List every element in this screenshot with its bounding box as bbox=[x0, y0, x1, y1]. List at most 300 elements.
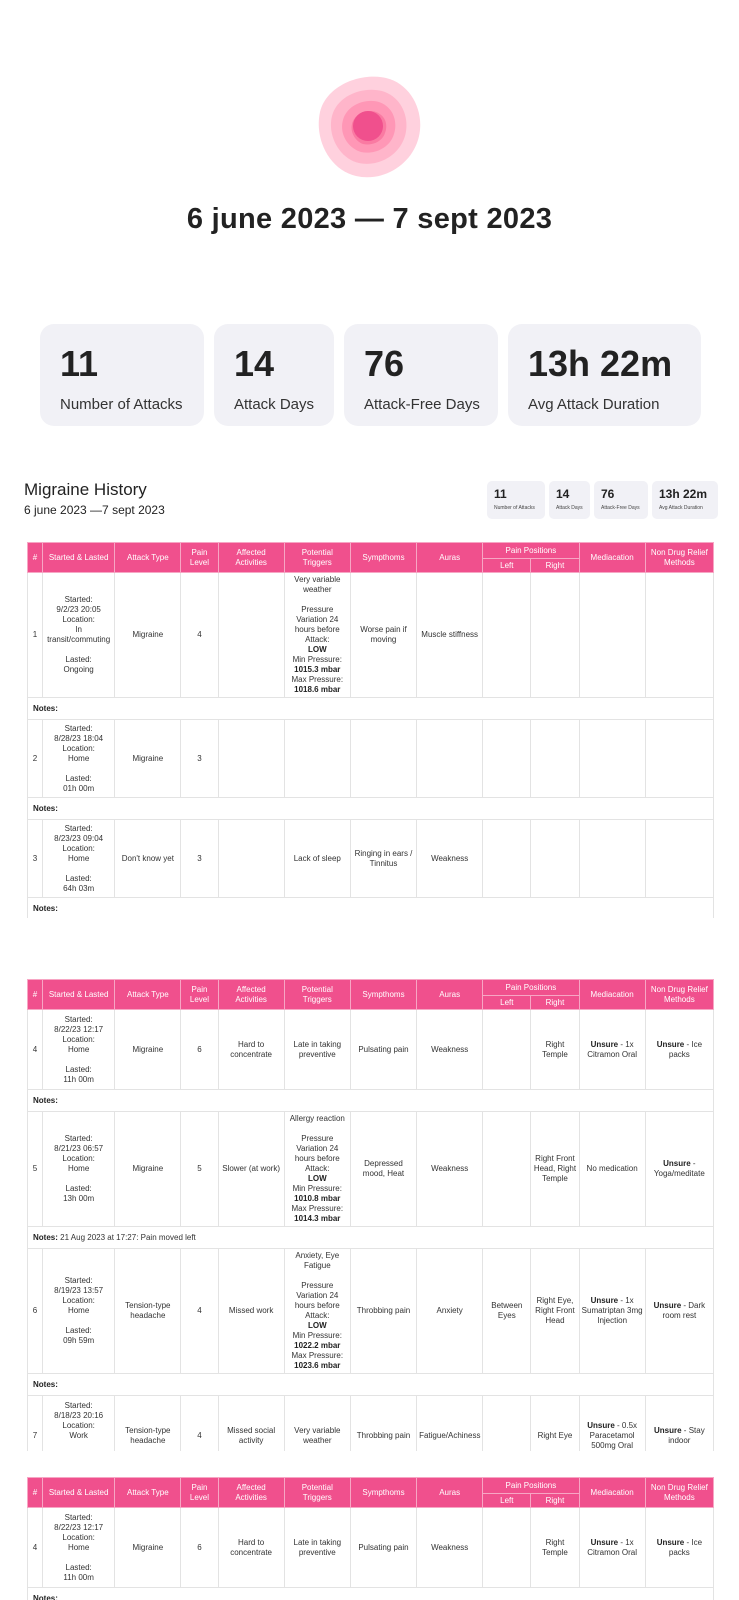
symptoms: Pulsating pain bbox=[350, 1010, 416, 1090]
cell-line: 8/19/23 13:57 bbox=[54, 1286, 104, 1295]
stat-card-attack-free-days bbox=[344, 324, 498, 426]
non-drug-method-status: Unsure bbox=[654, 1425, 682, 1435]
attack-type: Migraine bbox=[115, 720, 181, 798]
notes-label: Notes: bbox=[33, 1593, 58, 1600]
cell-line bbox=[45, 1316, 112, 1326]
stat-card-attack-days bbox=[214, 324, 334, 426]
non-drug-method bbox=[645, 1010, 713, 1090]
pain-position-left bbox=[483, 1396, 531, 1452]
pressure-max-value: 1023.6 mbar bbox=[294, 1361, 341, 1370]
cell-line: Pressure bbox=[301, 1134, 334, 1143]
started-lasted-cell bbox=[43, 1249, 115, 1374]
mini-stat-avg-duration bbox=[652, 481, 718, 519]
non-drug-method-status: Unsure bbox=[656, 1039, 685, 1049]
pressure-min-value: 1010.8 mbar bbox=[294, 1194, 341, 1203]
cell-line bbox=[287, 595, 348, 605]
cell-line: Lasted: bbox=[65, 655, 92, 664]
cell-line: 9/2/23 20:05 bbox=[56, 605, 101, 614]
notes-row bbox=[28, 1374, 714, 1396]
attack-row bbox=[28, 1010, 714, 1090]
attack-row bbox=[28, 1396, 714, 1452]
notes-row bbox=[28, 798, 714, 820]
medication-status: Unsure bbox=[587, 1420, 615, 1430]
attack-type: Migraine bbox=[115, 573, 181, 698]
cell-line: Lasted: bbox=[65, 1064, 92, 1074]
cell-line bbox=[45, 645, 112, 655]
pain-position-right: Right Eye, Right Front Head bbox=[531, 1249, 579, 1374]
cell-line: Lasted: bbox=[65, 773, 92, 783]
potential-triggers-cell bbox=[284, 1010, 350, 1090]
non-drug-method bbox=[645, 1112, 713, 1227]
attack-type: Tension-type headache bbox=[115, 1249, 181, 1374]
medication-status: Unsure bbox=[590, 1537, 619, 1547]
cell-line: Home bbox=[67, 853, 90, 863]
cell-line: 11h 00m bbox=[63, 1572, 94, 1582]
mini-stat-value: 13h 22m bbox=[659, 487, 708, 501]
non-drug-method bbox=[645, 720, 713, 798]
mini-stat-value: 14 bbox=[556, 487, 570, 501]
cell-line bbox=[287, 1124, 348, 1134]
symptoms: Pulsating pain bbox=[350, 1508, 416, 1588]
cell-line: Started: bbox=[64, 1014, 93, 1024]
col-pain-positions: Pain Positions bbox=[483, 980, 579, 996]
medication-detail: - 0.5x Paracetamol 500mg Oral bbox=[589, 1420, 638, 1450]
cell-line: Very variable bbox=[294, 575, 341, 584]
cell-line: transit/commuting bbox=[47, 635, 111, 644]
mini-stat-attack-free-days bbox=[594, 481, 648, 519]
col-pain-left: Left bbox=[483, 559, 531, 573]
cell-line: Started: bbox=[64, 595, 93, 604]
cell-line: 01h 00m bbox=[63, 783, 95, 793]
cell-line: 13h 00m bbox=[63, 1194, 95, 1203]
medication bbox=[579, 720, 645, 798]
cell-line: Lasted: bbox=[65, 1326, 92, 1335]
affected-activities: Hard to concentrate bbox=[218, 1508, 284, 1588]
history-table bbox=[27, 1477, 714, 1600]
pressure-max-value: 1018.6 mbar bbox=[294, 685, 341, 694]
mini-stat-attacks bbox=[487, 481, 545, 519]
notes-row bbox=[28, 898, 714, 919]
cell-line: Variation 24 bbox=[296, 1291, 339, 1300]
cell-line: Lack of sleep bbox=[293, 853, 341, 863]
stat-label: Avg Attack Duration bbox=[528, 396, 660, 413]
history-subtitle: 6 june 2023 —7 sept 2023 bbox=[24, 503, 165, 517]
attack-number: 4 bbox=[28, 1010, 43, 1090]
cell-line: Work bbox=[69, 1430, 88, 1440]
col-medication: Mediacation bbox=[579, 980, 645, 1010]
non-drug-method bbox=[645, 1396, 713, 1452]
auras bbox=[417, 720, 483, 798]
non-drug-method-detail: - Stay indoor bbox=[668, 1425, 705, 1445]
pain-level: 6 bbox=[181, 1508, 218, 1588]
affected-activities: Missed work bbox=[218, 1249, 284, 1374]
col-attack-type: Attack Type bbox=[115, 1478, 181, 1508]
pressure-attack bbox=[287, 1164, 348, 1184]
pain-level: 3 bbox=[181, 820, 218, 898]
cell-line: Home bbox=[67, 1542, 90, 1552]
cell-line: Location: bbox=[62, 1154, 95, 1163]
cell-line: Location: bbox=[62, 615, 95, 624]
pain-level: 4 bbox=[181, 1396, 218, 1452]
symptoms bbox=[350, 720, 416, 798]
cell-line: 8/21/23 06:57 bbox=[54, 1144, 104, 1153]
attack-number: 5 bbox=[28, 1112, 43, 1227]
notes-row bbox=[28, 1588, 714, 1600]
cell-line: Location: bbox=[62, 1420, 95, 1430]
col-attack-type: Attack Type bbox=[115, 543, 181, 573]
mini-stat-label: Number of Attacks bbox=[494, 505, 535, 511]
auras: Weakness bbox=[417, 820, 483, 898]
attack-number: 7 bbox=[28, 1396, 43, 1452]
cell-line: Location: bbox=[62, 1532, 95, 1542]
col-symptoms: Sympthoms bbox=[350, 543, 416, 573]
cell-line: Lasted: bbox=[65, 1184, 92, 1193]
mini-stat-value: 76 bbox=[601, 487, 615, 501]
col-pain-positions: Pain Positions bbox=[483, 543, 579, 559]
cell-line: hours before bbox=[294, 1301, 340, 1310]
non-drug-method-detail: - Ice packs bbox=[668, 1537, 703, 1557]
cell-line: Very variable bbox=[294, 1425, 341, 1435]
pressure-attack-label: Attack: bbox=[305, 1311, 330, 1320]
cell-line: Started: bbox=[64, 1134, 93, 1143]
cell-line bbox=[45, 1055, 112, 1065]
stat-card-avg-duration bbox=[508, 324, 701, 426]
medication bbox=[579, 1010, 645, 1090]
non-drug-method bbox=[645, 573, 713, 698]
cell-line: hours before bbox=[294, 1154, 340, 1163]
cell-line: Variation 24 bbox=[296, 615, 339, 624]
pain-position-right: Right Eye bbox=[531, 1396, 579, 1452]
col-pain-right: Right bbox=[531, 996, 579, 1010]
cell-line: Late in taking bbox=[293, 1537, 342, 1547]
pain-position-right bbox=[531, 820, 579, 898]
notes-label: Notes: bbox=[33, 1095, 58, 1105]
col-started-lasted: Started & Lasted bbox=[43, 543, 115, 573]
cell-line: 09h 59m bbox=[63, 1336, 95, 1345]
symptoms: Worse pain if moving bbox=[350, 573, 416, 698]
pain-position-left bbox=[483, 720, 531, 798]
attack-row bbox=[28, 1249, 714, 1374]
attack-number: 2 bbox=[28, 720, 43, 798]
col-affected-activities: Affected Activities bbox=[218, 980, 284, 1010]
cell-line: Lasted: bbox=[65, 873, 92, 883]
cell-line: 8/28/23 18:04 bbox=[54, 733, 104, 743]
symptoms: Throbbing pain bbox=[350, 1396, 416, 1452]
col-non-drug-methods: Non Drug Relief Methods bbox=[645, 543, 713, 573]
auras: Muscle stiffness bbox=[417, 573, 483, 698]
cell-line: weather bbox=[303, 585, 332, 594]
stat-label: Attack-Free Days bbox=[364, 396, 480, 413]
col-pain-positions: Pain Positions bbox=[483, 1478, 579, 1494]
pressure-min-label: Min Pressure: bbox=[292, 1331, 342, 1340]
cell-line: Pressure bbox=[301, 605, 334, 614]
non-drug-method bbox=[645, 1249, 713, 1374]
pain-position-left: Between Eyes bbox=[483, 1249, 531, 1374]
cell-line: Started: bbox=[64, 1400, 93, 1410]
auras: Anxiety bbox=[417, 1249, 483, 1374]
attack-row bbox=[28, 573, 714, 698]
cell-line: Variation 24 bbox=[296, 1144, 339, 1153]
non-drug-method bbox=[645, 1508, 713, 1588]
pain-level: 5 bbox=[181, 1112, 218, 1227]
medication-detail: No medication bbox=[586, 1164, 638, 1173]
cell-line: Started: bbox=[64, 723, 93, 733]
notes-cell bbox=[28, 798, 714, 820]
notes-cell bbox=[28, 698, 714, 720]
mini-stat-label: Avg Attack Duration bbox=[659, 505, 703, 511]
pain-position-left bbox=[483, 1508, 531, 1588]
history-title: Migraine History bbox=[24, 480, 147, 499]
col-pain-right: Right bbox=[531, 559, 579, 573]
stat-card-attacks bbox=[40, 324, 204, 426]
col-pain-level: Pain Level bbox=[181, 543, 218, 573]
pressure-attack bbox=[287, 635, 348, 655]
cell-line: Location: bbox=[62, 743, 95, 753]
medication bbox=[579, 1249, 645, 1374]
notes-cell bbox=[28, 1588, 714, 1600]
col-pain-left: Left bbox=[483, 996, 531, 1010]
pressure-max-label: Max Pressure: bbox=[291, 675, 344, 684]
col-potential-triggers: Potential Triggers bbox=[284, 980, 350, 1010]
attack-type: Migraine bbox=[115, 1112, 181, 1227]
pain-position-left bbox=[483, 1010, 531, 1090]
symptoms: Throbbing pain bbox=[350, 1249, 416, 1374]
cell-line bbox=[45, 1441, 112, 1451]
col-affected-activities: Affected Activities bbox=[218, 1478, 284, 1508]
col-non-drug-methods: Non Drug Relief Methods bbox=[645, 1478, 713, 1508]
notes-text: 21 Aug 2023 at 17:27: Pain moved left bbox=[60, 1232, 196, 1242]
attack-number: 3 bbox=[28, 820, 43, 898]
pain-position-right bbox=[531, 720, 579, 798]
cell-line bbox=[45, 764, 112, 774]
started-lasted-cell bbox=[43, 820, 115, 898]
stat-label: Attack Days bbox=[234, 396, 315, 413]
attack-type: Don't know yet bbox=[115, 820, 181, 898]
pressure-max-label: Max Pressure: bbox=[291, 1351, 344, 1360]
cell-line: Location: bbox=[62, 1034, 95, 1044]
cell-line: Started: bbox=[64, 1276, 93, 1285]
cell-line: Started: bbox=[64, 823, 93, 833]
started-lasted-cell bbox=[43, 1010, 115, 1090]
stat-value: 13h 22m bbox=[528, 343, 673, 384]
potential-triggers-cell bbox=[284, 820, 350, 898]
attack-row bbox=[28, 1508, 714, 1588]
pressure-attack-label: Attack: bbox=[305, 1164, 330, 1173]
potential-triggers-cell bbox=[284, 1396, 350, 1452]
notes-row bbox=[28, 1227, 714, 1249]
pain-position-left bbox=[483, 573, 531, 698]
cell-line: Home bbox=[67, 1164, 90, 1173]
cell-line: Home bbox=[67, 1306, 90, 1315]
cell-line: Location: bbox=[62, 843, 95, 853]
cell-line: In bbox=[75, 625, 82, 634]
history-table-page-3 bbox=[27, 1477, 714, 1600]
symptoms: Ringing in ears / Tinnitus bbox=[350, 820, 416, 898]
notes-cell bbox=[28, 1374, 714, 1396]
cell-line: 8/22/23 12:17 bbox=[54, 1522, 104, 1532]
notes-label: Notes: bbox=[33, 1379, 58, 1389]
stat-value: 76 bbox=[364, 343, 405, 384]
potential-triggers-cell bbox=[284, 1112, 350, 1227]
pain-level: 6 bbox=[181, 1010, 218, 1090]
cell-line: Location: bbox=[62, 1296, 95, 1305]
attack-type: Migraine bbox=[115, 1508, 181, 1588]
notes-row bbox=[28, 1090, 714, 1112]
affected-activities: Hard to concentrate bbox=[218, 1010, 284, 1090]
started-lasted-cell bbox=[43, 1396, 115, 1452]
cell-line bbox=[45, 1174, 112, 1184]
cell-line: Started: bbox=[64, 1512, 93, 1522]
notes-label: Notes: bbox=[33, 703, 58, 713]
cell-line: Anxiety, Eye bbox=[295, 1251, 340, 1260]
stat-value: 11 bbox=[60, 343, 99, 384]
affected-activities bbox=[218, 820, 284, 898]
pain-position-right: Right Temple bbox=[531, 1508, 579, 1588]
cell-line: 64h 03m bbox=[63, 883, 95, 893]
potential-triggers-cell bbox=[284, 573, 350, 698]
header-row bbox=[28, 980, 714, 996]
date-range-title: 6 june 2023 — 7 sept 2023 bbox=[186, 203, 553, 235]
potential-triggers-cell bbox=[284, 720, 350, 798]
pressure-attack-value: LOW bbox=[307, 645, 327, 654]
medication bbox=[579, 1112, 645, 1227]
potential-triggers-cell bbox=[284, 1249, 350, 1374]
pressure-min-value: 1015.3 mbar bbox=[294, 665, 341, 674]
affected-activities: Slower (at work) bbox=[218, 1112, 284, 1227]
started-lasted-cell bbox=[43, 1112, 115, 1227]
col-pain-level: Pain Level bbox=[181, 1478, 218, 1508]
col-started-lasted: Started & Lasted bbox=[43, 980, 115, 1010]
medication-detail: - 1x Citramon Oral bbox=[587, 1039, 638, 1059]
cell-line: 8/22/23 12:17 bbox=[54, 1024, 104, 1034]
cell-line: Ongoing bbox=[63, 665, 94, 674]
cell-line bbox=[45, 864, 112, 874]
cell-line: preventive bbox=[298, 1547, 336, 1557]
non-drug-method-status: Unsure bbox=[653, 1301, 682, 1310]
medication-status: Unsure bbox=[590, 1039, 619, 1049]
attack-number: 6 bbox=[28, 1249, 43, 1374]
started-lasted-cell bbox=[43, 573, 115, 698]
attack-row bbox=[28, 820, 714, 898]
notes-label: Notes: bbox=[33, 903, 58, 913]
mini-stat-label: Attack Days bbox=[556, 505, 583, 511]
auras: Weakness bbox=[417, 1010, 483, 1090]
non-drug-method-detail: - Yoga/meditate bbox=[653, 1159, 705, 1178]
cell-line: weather bbox=[303, 1435, 332, 1445]
notes-cell bbox=[28, 1227, 714, 1249]
medication bbox=[579, 1508, 645, 1588]
non-drug-method-status: Unsure bbox=[663, 1159, 691, 1168]
stat-value: 14 bbox=[234, 343, 275, 384]
col-pain-right: Right bbox=[531, 1494, 579, 1508]
notes-row bbox=[28, 698, 714, 720]
medication bbox=[579, 820, 645, 898]
non-drug-method-detail: - Dark room rest bbox=[662, 1301, 706, 1320]
cell-line: Home bbox=[67, 753, 90, 763]
attack-type: Migraine bbox=[115, 1010, 181, 1090]
pressure-max-label: Max Pressure: bbox=[291, 1204, 344, 1213]
col-symptoms: Sympthoms bbox=[350, 980, 416, 1010]
auras: Fatigue/Achiness bbox=[417, 1396, 483, 1452]
pain-position-right bbox=[531, 573, 579, 698]
pressure-attack bbox=[287, 1311, 348, 1331]
pressure-min-label: Min Pressure: bbox=[292, 1184, 342, 1193]
cell-line: 11h 00m bbox=[63, 1074, 94, 1084]
cell-line: 8/23/23 09:04 bbox=[54, 833, 104, 843]
cell-line: Late in taking bbox=[293, 1039, 342, 1049]
col-non-drug-methods: Non Drug Relief Methods bbox=[645, 980, 713, 1010]
attack-row bbox=[28, 720, 714, 798]
auras: Weakness bbox=[417, 1508, 483, 1588]
cell-line: preventive bbox=[298, 1049, 336, 1059]
pressure-min-value: 1022.2 mbar bbox=[294, 1341, 341, 1350]
col-symptoms: Sympthoms bbox=[350, 1478, 416, 1508]
mini-stat-attack-days bbox=[549, 481, 590, 519]
cell-line: Allergy reaction bbox=[289, 1114, 345, 1123]
header-row bbox=[28, 1478, 714, 1494]
col-medication: Mediacation bbox=[579, 1478, 645, 1508]
pain-position-left bbox=[483, 1112, 531, 1227]
cell-line: Lasted: bbox=[65, 1562, 92, 1572]
col-number: # bbox=[28, 1478, 43, 1508]
app-logo-icon bbox=[312, 74, 424, 180]
non-drug-method-status: Unsure bbox=[656, 1537, 685, 1547]
cell-line: Fatigue bbox=[303, 1261, 331, 1270]
non-drug-method-detail: - Ice packs bbox=[668, 1039, 703, 1059]
cell-line bbox=[45, 1553, 112, 1563]
medication bbox=[579, 573, 645, 698]
affected-activities: Missed social activity bbox=[218, 1396, 284, 1452]
stat-label: Number of Attacks bbox=[60, 396, 183, 413]
medication bbox=[579, 1396, 645, 1452]
header-row bbox=[28, 543, 714, 559]
pressure-max-value: 1014.3 mbar bbox=[294, 1214, 341, 1223]
col-number: # bbox=[28, 543, 43, 573]
cell-line: 8/18/23 20:16 bbox=[54, 1410, 104, 1420]
started-lasted-cell bbox=[43, 720, 115, 798]
attack-number: 4 bbox=[28, 1508, 43, 1588]
pain-level: 4 bbox=[181, 1249, 218, 1374]
col-auras: Auras bbox=[417, 980, 483, 1010]
col-potential-triggers: Potential Triggers bbox=[284, 543, 350, 573]
history-table bbox=[27, 542, 714, 918]
col-auras: Auras bbox=[417, 1478, 483, 1508]
affected-activities bbox=[218, 573, 284, 698]
started-lasted-cell bbox=[43, 1508, 115, 1588]
cell-line: Home bbox=[67, 1044, 90, 1054]
affected-activities bbox=[218, 720, 284, 798]
pressure-attack-value: LOW bbox=[307, 1174, 327, 1183]
col-attack-type: Attack Type bbox=[115, 980, 181, 1010]
attack-type: Tension-type headache bbox=[115, 1396, 181, 1452]
notes-cell bbox=[28, 898, 714, 919]
medication-status: Unsure bbox=[590, 1296, 619, 1305]
pain-position-right: Right Temple bbox=[531, 1010, 579, 1090]
history-table-page-2 bbox=[27, 979, 714, 1451]
attack-row bbox=[28, 1112, 714, 1227]
col-potential-triggers: Potential Triggers bbox=[284, 1478, 350, 1508]
history-table-page-1 bbox=[27, 542, 714, 918]
mini-stat-value: 11 bbox=[494, 487, 507, 501]
pressure-attack-value: LOW bbox=[307, 1321, 327, 1330]
col-pain-left: Left bbox=[483, 1494, 531, 1508]
col-number: # bbox=[28, 980, 43, 1010]
cell-line bbox=[45, 1451, 112, 1452]
pain-position-left bbox=[483, 820, 531, 898]
pain-level: 3 bbox=[181, 720, 218, 798]
pain-level: 4 bbox=[181, 573, 218, 698]
cell-line bbox=[287, 1271, 348, 1281]
